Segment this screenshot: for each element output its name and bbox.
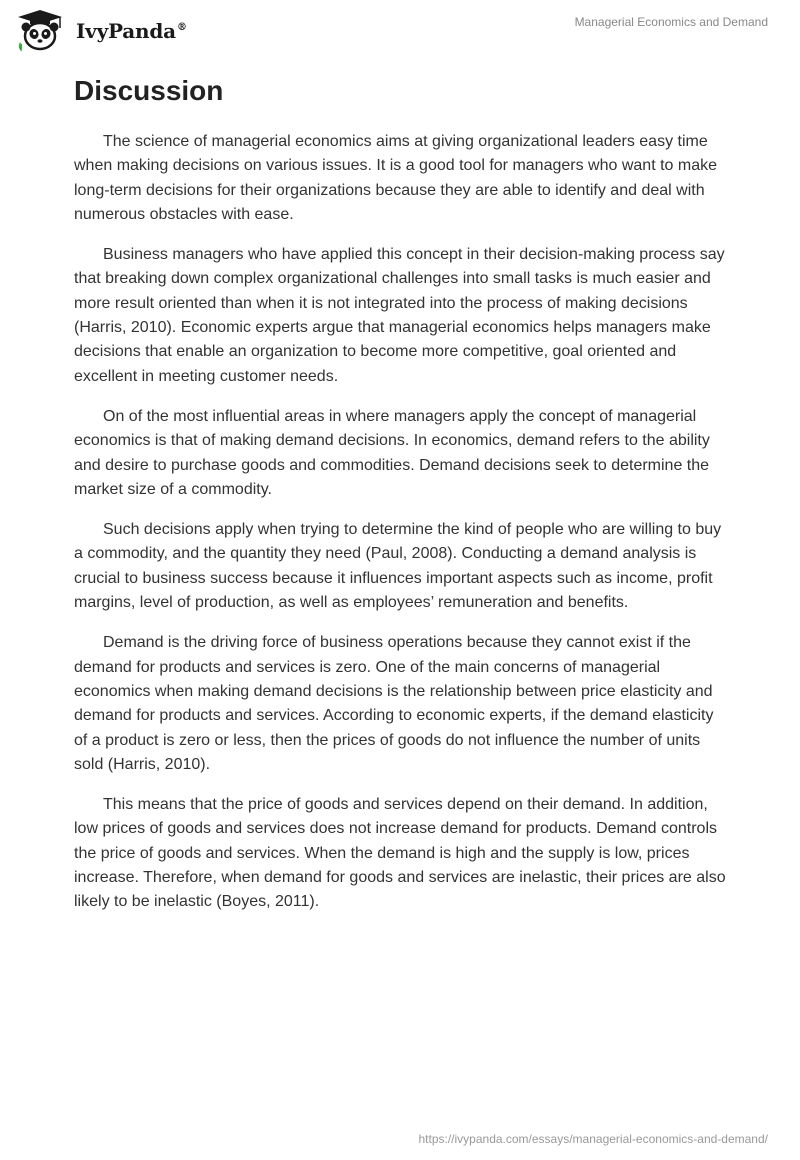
paragraph: On of the most influential areas in where managers apply the concept of managerial economics is that of making demand decisions. In economics, demand refers to the ability and desire to purchase goods and commodities. Demand decisions seek to determine the market size of a commodity.	[74, 407, 710, 498]
paragraph: This means that the price of goods and services depend on their demand. In addition, low prices of goods and services does not increase demand for products. Demand controls the price of goods and services. When the demand is high and the supply is low, prices increase. Therefore, when demand for goods and services are inelastic, their prices are also likely to be inelastic (Boyes, 2011).	[74, 796, 726, 911]
document-title: Managerial Economics and Demand	[574, 15, 768, 29]
registered-mark: ®	[176, 22, 187, 33]
paragraph: Such decisions apply when trying to determine the kind of people who are willing to buy a commodity, and the quantity they need (Paul, 2008). Conducting a demand analysis is crucial to business success because it influences important aspects such as income, profit margins, level of production, as well as employees’ remuneration and benefits.	[74, 521, 722, 612]
paragraph: Demand is the driving force of business operations because they cannot exist if the demand for products and services is zero. One of the main concerns of managerial economics when making demand decisions is the relationship between price elasticity and demand for products and services. According to economic experts, if the demand elasticity of a product is zero or less, then the prices of goods do not influence the number of units sold (Harris, 2010).	[74, 634, 714, 773]
paragraph: The science of managerial economics aims at giving organizational leaders easy time when making decisions on various issues. It is a good tool for managers who want to make long-term decisions for their organizations because they are able to identify and deal with numerous obstacles with ease.	[74, 133, 717, 223]
ivypanda-logo[interactable]	[16, 8, 187, 52]
section-heading: Discussion	[74, 75, 224, 106]
page-header	[0, 0, 800, 64]
logo-wordmark: IvyPanda®	[76, 19, 187, 43]
essay-content	[74, 72, 726, 931]
panda-graduate-icon	[16, 8, 68, 52]
paragraph: Business managers who have applied this concept in their decision-making process say that breaking down complex organizational challenges into small tasks is much easier and more result oriented than when it is not integrated into the process of making decisions (Harris, 2010). Economic experts argue that managerial economics helps managers make decisions that enable an organization to become more competitive, goal oriented and excellent in meeting customer needs.	[74, 246, 725, 385]
source-url-link[interactable]: https://ivypanda.com/essays/managerial-economics-and-demand/	[418, 1132, 768, 1146]
